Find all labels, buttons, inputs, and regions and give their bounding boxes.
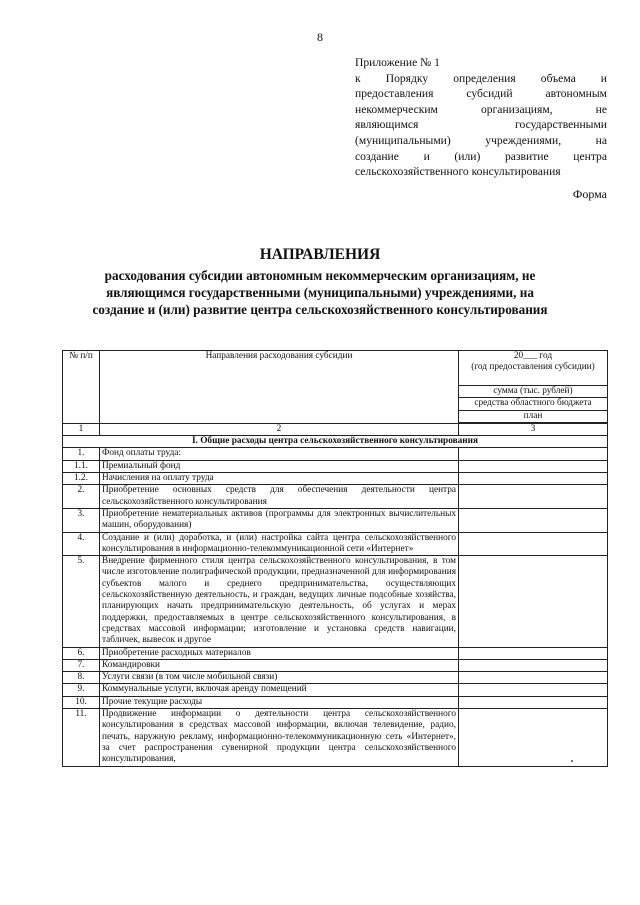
row-amount	[459, 709, 608, 766]
row-number: 1.1.	[63, 460, 100, 472]
subtitle-line: расходования субсидии автономным некоммерческим организациям, не	[104, 268, 536, 283]
header-direction-cell: Направления расходования субсидии	[100, 351, 459, 424]
appendix-line: предоставления субсидий автономным	[355, 87, 607, 101]
row-number: 9.	[63, 684, 100, 696]
row-number: 7.	[63, 659, 100, 671]
table-row	[63, 709, 608, 766]
appendix-line: (муниципальными) учреждениями, на	[355, 133, 607, 147]
row-amount	[459, 647, 608, 659]
row-direction: Услуги связи (в том числе мобильной связи)	[100, 672, 459, 684]
row-number: 8.	[63, 672, 100, 684]
row-number: 11.	[63, 709, 100, 766]
row-amount	[459, 532, 608, 556]
header-row	[63, 351, 608, 386]
row-number: 4.	[63, 532, 100, 556]
row-direction: Командировки	[100, 659, 459, 671]
table-row	[63, 448, 608, 460]
table-row	[63, 659, 608, 671]
column-number: 1	[63, 423, 100, 435]
row-number: 1.	[63, 448, 100, 460]
row-number: 5.	[63, 556, 100, 647]
table-row	[63, 647, 608, 659]
table-row	[63, 556, 608, 647]
subsidy-directions-table	[62, 350, 608, 767]
row-amount	[459, 684, 608, 696]
document-title: НАПРАВЛЕНИЯ	[259, 246, 381, 263]
section-row	[63, 436, 608, 448]
appendix-line: некоммерческим организациям, не	[355, 102, 607, 116]
row-number: 3.	[63, 508, 100, 532]
row-direction: Коммунальные услуги, включая аренду помещений	[100, 684, 459, 696]
header-year: 20___ год	[513, 351, 553, 361]
header-year-cell	[459, 351, 608, 386]
appendix-line: к Порядку определения объема и	[355, 71, 607, 85]
row-amount	[459, 672, 608, 684]
table-row	[63, 473, 608, 485]
row-amount	[459, 659, 608, 671]
appendix-line: являющимся государственными	[355, 118, 607, 132]
row-amount	[459, 473, 608, 485]
row-direction: Начисления на оплату труда	[100, 473, 459, 485]
row-direction: Премиальный фонд	[100, 460, 459, 472]
header-plan-cell: план	[459, 410, 608, 422]
row-number: 6.	[63, 647, 100, 659]
row-amount	[459, 508, 608, 532]
row-direction: Приобретение основных средств для обеспечения деятельности центра сельскохозяйственного консультирования	[100, 485, 459, 509]
table-row	[63, 508, 608, 532]
appendix-line: Приложение № 1	[355, 56, 440, 69]
table-row	[63, 485, 608, 509]
table-row	[63, 672, 608, 684]
row-number: 10.	[63, 696, 100, 708]
row-direction: Продвижение информации о деятельности центра сельскохозяйственного консультирования в средствах массовой информации, включая телевидение, радио, печать, наружную рекламу, информационно-телекоммуникационную сеть «Интернет», за счет распространения сувенирной продукции центра сельскохозяйственного консультирования,	[100, 709, 459, 766]
column-number: 3	[459, 423, 608, 435]
row-amount	[459, 696, 608, 708]
header-sum-cell: сумма (тыс. рублей)	[459, 386, 608, 398]
row-direction: Создание и (или) доработка, и (или) настройка сайта центра сельскохозяйственного консультирования в информационно-телекоммуникационной сети «Интернет»	[100, 532, 459, 556]
page-number: 8	[317, 30, 323, 44]
row-number: 1.2.	[63, 473, 100, 485]
form-label: Форма	[572, 187, 607, 201]
header-budget-cell: средства областного бюджета	[459, 398, 608, 410]
header-year-sub: (год предоставления субсидии)	[471, 362, 595, 373]
appendix-note	[355, 55, 607, 180]
row-direction: Внедрение фирменного стиля центра сельскохозяйственного консультирования, в том числе изготовление полиграфической продукции, предназначенной для информирования субъектов малого и среднего предпринимательства, осуществляющих сельскохозяйственную деятельность, и граждан, ведущих личные подсобные хозяйства, планирующих начать предпринимательскую деятельность, об услугах и мерах поддержки, предоставляемых в центре сельскохозяйственного консультирования, в средствах массовой информации; изготовление и установка средств навигации, табличек, вывесок и другое	[100, 556, 459, 647]
section-title: I. Общие расходы центра сельскохозяйственного консультирования	[63, 436, 608, 448]
table-row	[63, 696, 608, 708]
document-subtitle	[40, 267, 600, 318]
appendix-line: создание и (или) развитие центра	[355, 149, 607, 163]
row-amount	[459, 448, 608, 460]
table-row	[63, 532, 608, 556]
header-number-cell: № п/п	[63, 351, 100, 424]
row-direction: Приобретение расходных материалов	[100, 647, 459, 659]
row-direction: Приобретение нематериальных активов (программы для электронных вычислительных машин, оборудования)	[100, 508, 459, 532]
row-number: 2.	[63, 485, 100, 509]
subtitle-line: создание и (или) развитие центра сельскохозяйственного консультирования	[92, 302, 548, 317]
row-amount	[459, 556, 608, 647]
row-direction: Прочие текущие расходы	[100, 696, 459, 708]
column-number-row	[63, 423, 608, 435]
column-number: 2	[100, 423, 459, 435]
appendix-line: сельскохозяйственного консультирования	[355, 165, 561, 179]
subtitle-line: являющимся государственными (муниципальными) учреждениями, на	[106, 285, 534, 300]
table-row	[63, 460, 608, 472]
table-row	[63, 684, 608, 696]
row-direction: Фонд оплаты труда:	[100, 448, 459, 460]
row-amount	[459, 460, 608, 472]
scan-mark	[571, 760, 573, 762]
row-amount	[459, 485, 608, 509]
